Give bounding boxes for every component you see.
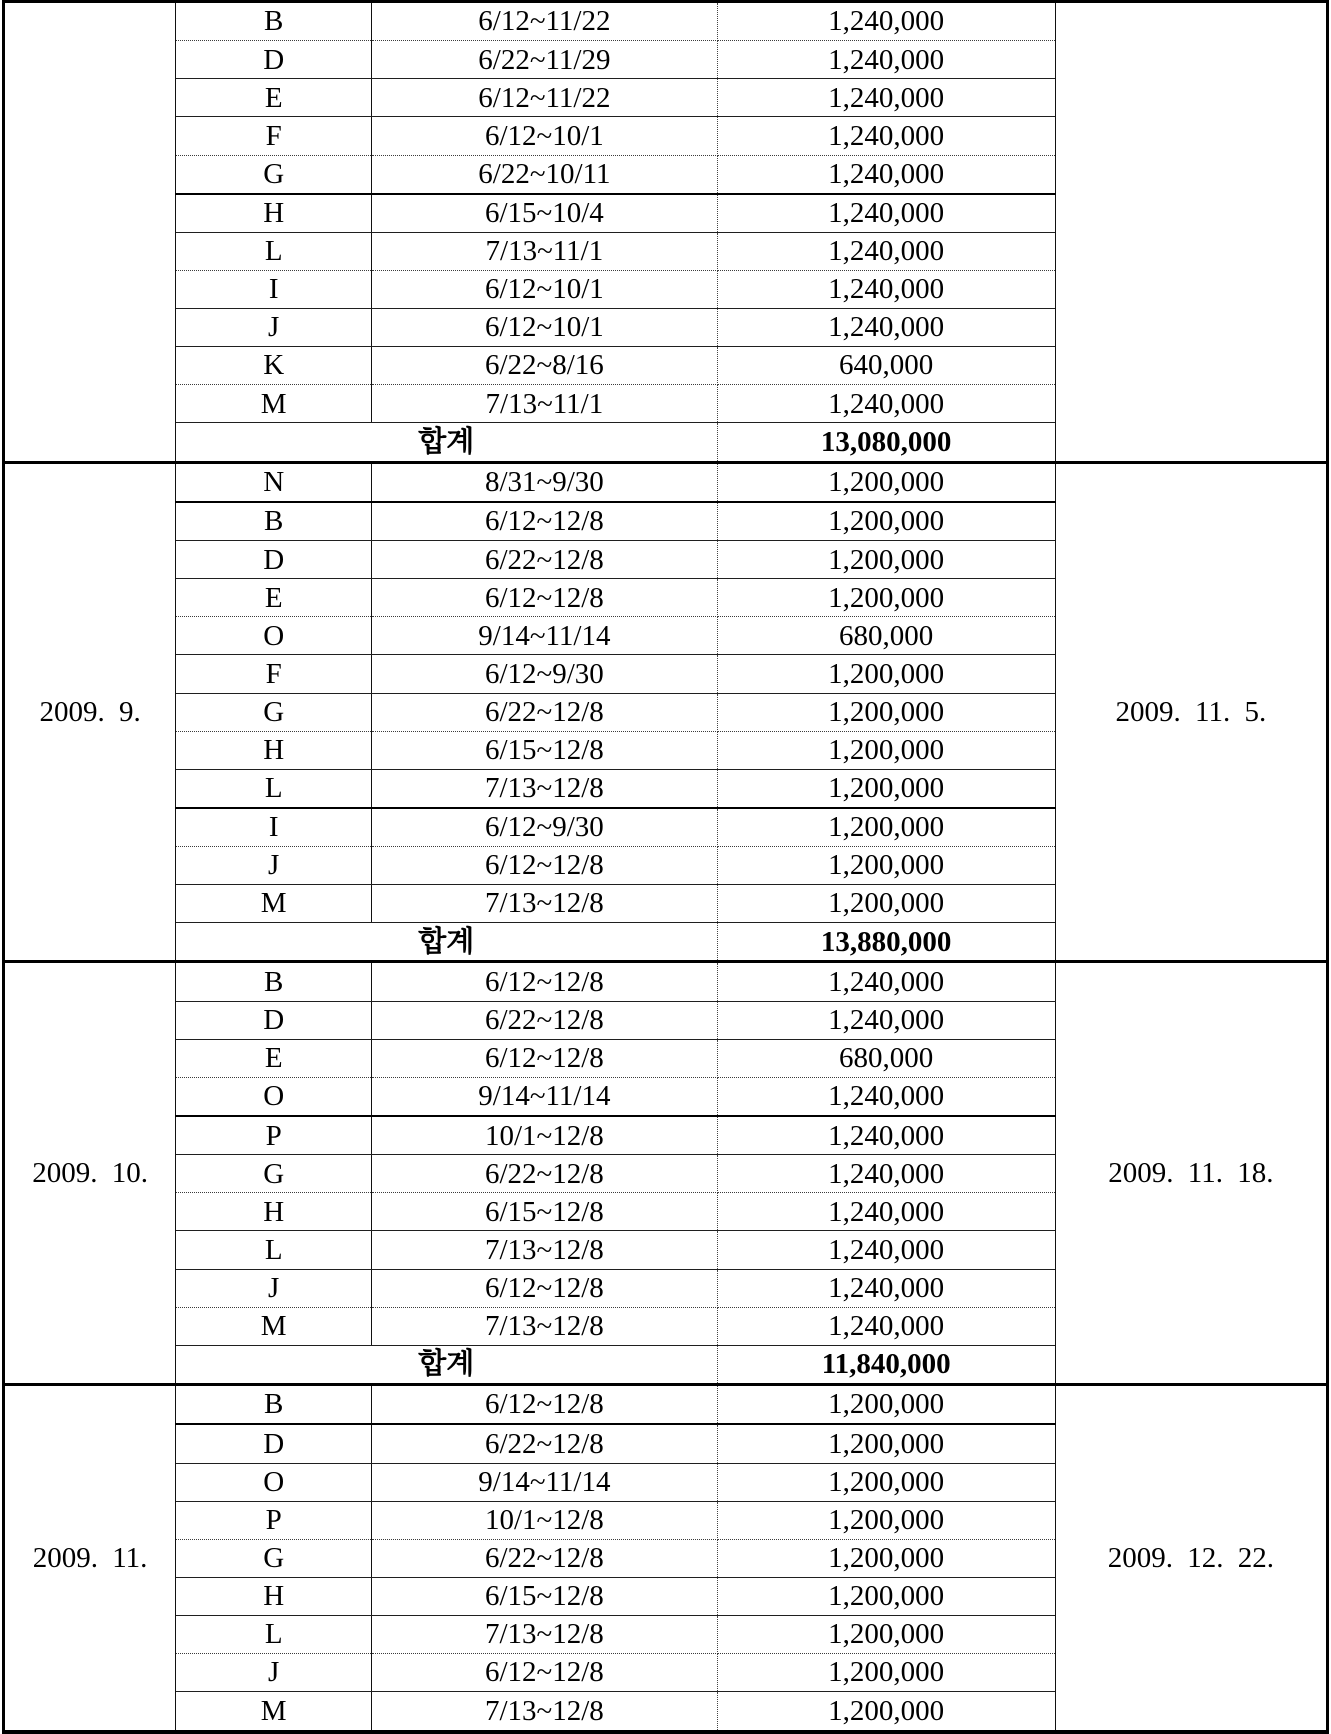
amount-cell: 1,240,000 <box>717 1077 1055 1116</box>
amount-cell: 1,200,000 <box>717 1424 1055 1463</box>
period-cell: 6/15~12/8 <box>372 731 717 769</box>
period-cell: 10/1~12/8 <box>372 1501 717 1539</box>
worker-cell: J <box>176 1269 372 1307</box>
period-cell: 7/13~12/8 <box>372 1692 717 1732</box>
worker-cell: M <box>176 385 372 423</box>
period-cell: 7/13~12/8 <box>372 1231 717 1269</box>
period-cell: 6/12~10/1 <box>372 309 717 347</box>
worker-cell: J <box>176 1653 372 1691</box>
worker-cell: N <box>176 462 372 502</box>
amount-cell: 1,200,000 <box>717 1653 1055 1691</box>
period-cell: 6/22~11/29 <box>372 41 717 79</box>
payment-date-cell: 2009. 12. 22. <box>1055 1385 1327 1733</box>
amount-cell: 1,240,000 <box>717 1193 1055 1231</box>
period-cell: 7/13~12/8 <box>372 1307 717 1345</box>
worker-cell: L <box>176 1615 372 1653</box>
worker-cell: L <box>176 769 372 808</box>
worker-cell: I <box>176 808 372 847</box>
period-cell: 6/12~12/8 <box>372 1385 717 1425</box>
period-cell: 6/15~12/8 <box>372 1193 717 1231</box>
ledger-table-body <box>4 2 1328 1733</box>
amount-cell: 1,200,000 <box>717 1539 1055 1577</box>
payment-date-cell: 2009. 11. 5. <box>1055 462 1327 962</box>
period-cell: 6/22~12/8 <box>372 1001 717 1039</box>
worker-cell: P <box>176 1116 372 1155</box>
period-cell: 6/22~10/11 <box>372 155 717 194</box>
amount-cell: 1,200,000 <box>717 885 1055 923</box>
period-cell: 6/15~10/4 <box>372 194 717 233</box>
worker-cell: B <box>176 962 372 1001</box>
worker-cell: H <box>176 731 372 769</box>
worker-cell: D <box>176 1001 372 1039</box>
period-cell: 6/12~11/22 <box>372 79 717 117</box>
amount-cell: 1,240,000 <box>717 1116 1055 1155</box>
month-cell: 2009. 10. <box>4 962 176 1385</box>
worker-cell: L <box>176 232 372 270</box>
worker-cell: D <box>176 1424 372 1463</box>
period-cell: 6/12~11/22 <box>372 2 717 41</box>
period-cell: 7/13~12/8 <box>372 1615 717 1653</box>
amount-cell: 1,240,000 <box>717 194 1055 233</box>
table-row <box>4 462 1328 502</box>
payment-ledger-table <box>2 0 1329 1734</box>
amount-cell: 1,240,000 <box>717 2 1055 41</box>
period-cell: 6/12~12/8 <box>372 1039 717 1077</box>
amount-cell: 1,240,000 <box>717 1307 1055 1345</box>
period-cell: 6/22~12/8 <box>372 1539 717 1577</box>
worker-cell: B <box>176 1385 372 1425</box>
worker-cell: D <box>176 41 372 79</box>
amount-cell: 1,200,000 <box>717 769 1055 808</box>
amount-cell: 1,240,000 <box>717 117 1055 155</box>
amount-cell: 1,200,000 <box>717 655 1055 693</box>
worker-cell: H <box>176 194 372 233</box>
amount-cell: 1,240,000 <box>717 962 1055 1001</box>
total-amount-cell: 11,840,000 <box>717 1345 1055 1384</box>
worker-cell: M <box>176 1307 372 1345</box>
total-amount-cell: 13,080,000 <box>717 423 1055 462</box>
worker-cell: O <box>176 1077 372 1116</box>
amount-cell: 1,240,000 <box>717 232 1055 270</box>
amount-cell: 680,000 <box>717 617 1055 655</box>
worker-cell: G <box>176 155 372 194</box>
amount-cell: 1,200,000 <box>717 502 1055 541</box>
period-cell: 6/22~12/8 <box>372 1424 717 1463</box>
amount-cell: 1,240,000 <box>717 1155 1055 1193</box>
amount-cell: 1,240,000 <box>717 270 1055 308</box>
period-cell: 6/22~12/8 <box>372 693 717 731</box>
period-cell: 6/22~12/8 <box>372 541 717 579</box>
amount-cell: 1,200,000 <box>717 462 1055 502</box>
worker-cell: B <box>176 2 372 41</box>
amount-cell: 1,200,000 <box>717 1463 1055 1501</box>
amount-cell: 1,240,000 <box>717 1269 1055 1307</box>
worker-cell: E <box>176 1039 372 1077</box>
total-amount-cell: 13,880,000 <box>717 923 1055 962</box>
worker-cell: M <box>176 885 372 923</box>
period-cell: 6/15~12/8 <box>372 1577 717 1615</box>
payment-date-cell: 2009. 11. 18. <box>1055 962 1327 1385</box>
amount-cell: 1,200,000 <box>717 693 1055 731</box>
amount-cell: 1,200,000 <box>717 1501 1055 1539</box>
amount-cell: 1,200,000 <box>717 847 1055 885</box>
worker-cell: J <box>176 847 372 885</box>
total-label-cell: 합계 <box>176 923 717 962</box>
worker-cell: J <box>176 309 372 347</box>
amount-cell: 1,240,000 <box>717 1231 1055 1269</box>
period-cell: 9/14~11/14 <box>372 617 717 655</box>
worker-cell: G <box>176 1539 372 1577</box>
period-cell: 7/13~12/8 <box>372 769 717 808</box>
amount-cell: 1,240,000 <box>717 79 1055 117</box>
period-cell: 6/22~12/8 <box>372 1155 717 1193</box>
worker-cell: F <box>176 655 372 693</box>
period-cell: 6/12~9/30 <box>372 808 717 847</box>
period-cell: 6/12~12/8 <box>372 847 717 885</box>
amount-cell: 1,200,000 <box>717 1385 1055 1425</box>
period-cell: 6/12~10/1 <box>372 117 717 155</box>
period-cell: 10/1~12/8 <box>372 1116 717 1155</box>
period-cell: 6/12~12/8 <box>372 962 717 1001</box>
worker-cell: E <box>176 579 372 617</box>
period-cell: 6/12~12/8 <box>372 502 717 541</box>
amount-cell: 1,200,000 <box>717 1692 1055 1732</box>
worker-cell: H <box>176 1577 372 1615</box>
month-cell: 2009. 11. <box>4 1385 176 1733</box>
table-row <box>4 962 1328 1001</box>
total-label-cell: 합계 <box>176 1345 717 1384</box>
period-cell: 7/13~11/1 <box>372 232 717 270</box>
period-cell: 9/14~11/14 <box>372 1077 717 1116</box>
amount-cell: 1,200,000 <box>717 541 1055 579</box>
worker-cell: O <box>176 1463 372 1501</box>
period-cell: 7/13~12/8 <box>372 885 717 923</box>
worker-cell: B <box>176 502 372 541</box>
period-cell: 6/12~12/8 <box>372 579 717 617</box>
period-cell: 6/12~9/30 <box>372 655 717 693</box>
amount-cell: 640,000 <box>717 347 1055 385</box>
total-label-cell: 합계 <box>176 423 717 462</box>
table-row <box>4 2 1328 41</box>
amount-cell: 1,240,000 <box>717 309 1055 347</box>
period-cell: 6/22~8/16 <box>372 347 717 385</box>
amount-cell: 1,200,000 <box>717 1577 1055 1615</box>
worker-cell: F <box>176 117 372 155</box>
month-cell: 2009. 9. <box>4 462 176 962</box>
amount-cell: 1,240,000 <box>717 155 1055 194</box>
worker-cell: E <box>176 79 372 117</box>
table-row <box>4 1385 1328 1425</box>
month-cell <box>4 2 176 463</box>
worker-cell: K <box>176 347 372 385</box>
worker-cell: P <box>176 1501 372 1539</box>
period-cell: 6/12~10/1 <box>372 270 717 308</box>
worker-cell: I <box>176 270 372 308</box>
worker-cell: L <box>176 1231 372 1269</box>
worker-cell: M <box>176 1692 372 1732</box>
amount-cell: 680,000 <box>717 1039 1055 1077</box>
amount-cell: 1,200,000 <box>717 808 1055 847</box>
period-cell: 6/12~12/8 <box>372 1653 717 1691</box>
worker-cell: H <box>176 1193 372 1231</box>
amount-cell: 1,200,000 <box>717 579 1055 617</box>
amount-cell: 1,240,000 <box>717 1001 1055 1039</box>
worker-cell: G <box>176 1155 372 1193</box>
period-cell: 8/31~9/30 <box>372 462 717 502</box>
period-cell: 6/12~12/8 <box>372 1269 717 1307</box>
amount-cell: 1,200,000 <box>717 731 1055 769</box>
payment-date-cell <box>1055 2 1327 463</box>
worker-cell: D <box>176 541 372 579</box>
worker-cell: G <box>176 693 372 731</box>
amount-cell: 1,240,000 <box>717 385 1055 423</box>
period-cell: 7/13~11/1 <box>372 385 717 423</box>
amount-cell: 1,240,000 <box>717 41 1055 79</box>
worker-cell: O <box>176 617 372 655</box>
amount-cell: 1,200,000 <box>717 1615 1055 1653</box>
period-cell: 9/14~11/14 <box>372 1463 717 1501</box>
